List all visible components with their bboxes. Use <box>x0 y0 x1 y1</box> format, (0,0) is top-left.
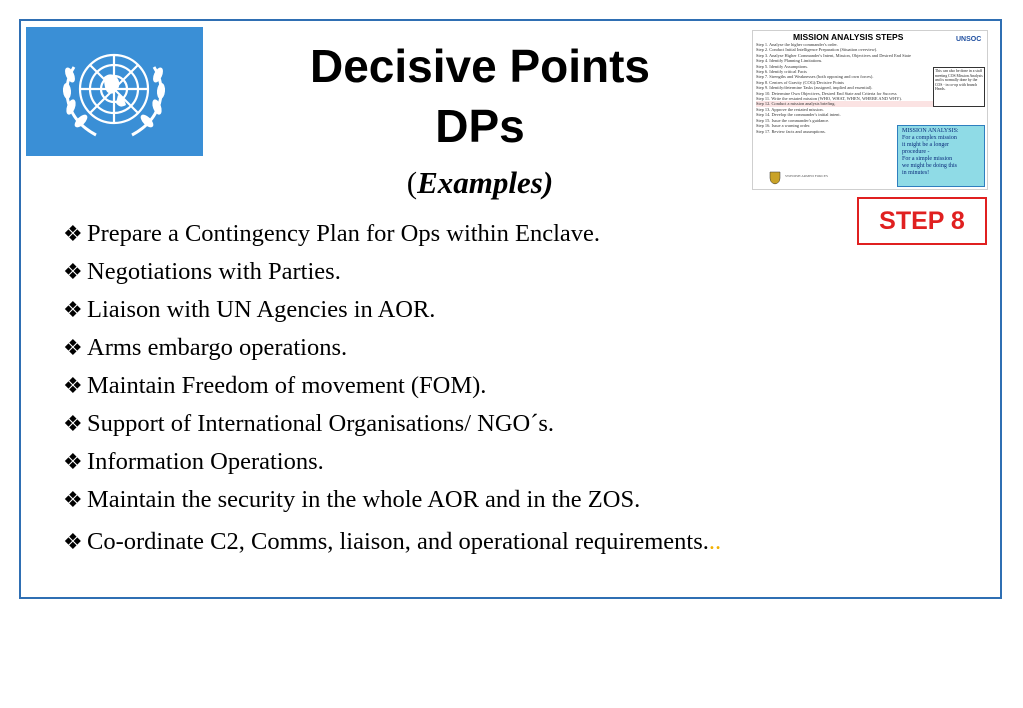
diamond-fleuron-icon: ❖ <box>63 373 83 398</box>
thumbnail-brand: UNSOC <box>956 36 982 43</box>
subtitle-paren: ( <box>406 165 418 200</box>
bullet-text: Co-ordinate C2, Comms, liaison, and operational requirements. <box>87 528 709 555</box>
thumbnail-step: Step 1. Analyse the higher commander's order. <box>756 42 838 47</box>
list-item <box>63 447 721 485</box>
list-item <box>63 527 721 565</box>
box-line: it might be a longer <box>902 142 949 148</box>
diamond-fleuron-icon: ❖ <box>63 259 83 284</box>
box-line: MISSION ANALYSIS: <box>902 128 959 134</box>
bullet-text: Liaison with UN Agencies in AOR. <box>87 296 436 323</box>
diamond-fleuron-icon: ❖ <box>63 449 83 474</box>
crest-icon <box>769 171 781 185</box>
list-item <box>63 219 721 257</box>
slide-title-abbrev: DPs <box>435 100 525 152</box>
diamond-fleuron-icon: ❖ <box>63 487 83 512</box>
thumbnail-step: Step 8. Centres of Gravity (COG)/Decisive Points <box>756 79 844 85</box>
box-line: For a simple mission <box>902 156 953 162</box>
thumbnail-steps-list <box>756 42 942 134</box>
box-line: For a complex mission <box>902 135 957 141</box>
slide-subtitle <box>230 163 730 203</box>
list-item <box>63 257 721 295</box>
list-item <box>63 409 721 447</box>
mission-analysis-thumbnail <box>752 30 988 190</box>
bullet-text: Maintain Freedom of movement (FOM). <box>87 372 487 399</box>
thumbnail-step: Step 10. Determine Own Objectives, Desired End State and Criteria for Success <box>756 90 897 96</box>
subtitle-examples: Examples) <box>417 165 554 200</box>
thumbnail-footer: SWEDISH ARMED FORCES <box>785 174 828 178</box>
thumbnail-title: MISSION ANALYSIS STEPS <box>793 32 904 42</box>
box-line: we might be doing this <box>902 163 957 169</box>
thumbnail-step: Step 17. Review facts and assumptions. <box>756 128 826 134</box>
bullet-text: Negotiations with Parties. <box>87 258 341 285</box>
diamond-fleuron-icon: ❖ <box>63 335 83 360</box>
slide-title: Decisive Points <box>309 40 651 92</box>
thumbnail-side-note: This can also be done in a staff meeting COS Mission Analysis and is normally done by the COS - in co-op with branch Heads. <box>933 67 985 107</box>
list-item <box>63 485 721 523</box>
bullet-text: Support of International Organisations/ NGO´s. <box>87 410 555 437</box>
diamond-fleuron-icon: ❖ <box>63 297 83 322</box>
list-item <box>63 333 721 371</box>
thumbnail-step: Step 16. Issue a warning order. <box>756 123 811 129</box>
bullet-list <box>63 219 721 565</box>
thumbnail-step: Step 7. Strengths and Weaknesses (both opposing and own forces). <box>756 74 874 80</box>
bullet-text: Information Operations. <box>87 448 324 475</box>
step-badge: STEP 8 <box>857 197 987 245</box>
thumbnail-step: Step 9. Identify/determine Tasks (assigned, implied and essential). <box>756 85 873 91</box>
diamond-fleuron-icon: ❖ <box>63 411 83 436</box>
thumbnail-step: Step 3. Analyse Higher Commander's Intent, Mission, Objectives and Desired End State <box>756 52 911 58</box>
thumbnail-step: Step 13. Approve the restated mission. <box>756 106 824 112</box>
thumbnail-step: Step 15. Issue the commander's guidance. <box>756 117 830 123</box>
thumbnail-step: Step 5. Identify Assumptions. <box>756 63 809 69</box>
box-line: procedure - <box>902 149 930 155</box>
list-item <box>63 371 721 409</box>
box-line: in minutes! <box>902 170 930 176</box>
diamond-fleuron-icon: ❖ <box>63 529 83 554</box>
thumbnail-step: Step 2. Conduct Initial Intelligence Preparation (Situation overview). <box>756 47 878 53</box>
thumbnail-step: Step 14. Develop the commander's initial intent. <box>756 112 841 118</box>
thumbnail-step: Step 6. Identify critical Facts <box>756 69 807 75</box>
diamond-fleuron-icon: ❖ <box>63 221 83 246</box>
thumbnail-step: Step 4. Identify Planning Limitations. <box>756 58 823 64</box>
bullet-text: Arms embargo operations. <box>87 334 348 361</box>
un-emblem-logo <box>26 27 203 156</box>
trailing-dots: .. <box>708 528 722 555</box>
bullet-text: Prepare a Contingency Plan for Ops within Enclave. <box>87 220 601 247</box>
list-item <box>63 295 721 333</box>
thumbnail-step: Step 11. Write the restated mission (WHO, WHAT, WHEN, WHERE AND WHY). <box>756 96 902 102</box>
thumbnail-mission-analysis-box <box>897 125 985 187</box>
bullet-text: Maintain the security in the whole AOR and in the ZOS. <box>87 486 641 513</box>
thumbnail-step: Step 12. Conduct a mission analysis briefing. <box>756 101 942 106</box>
